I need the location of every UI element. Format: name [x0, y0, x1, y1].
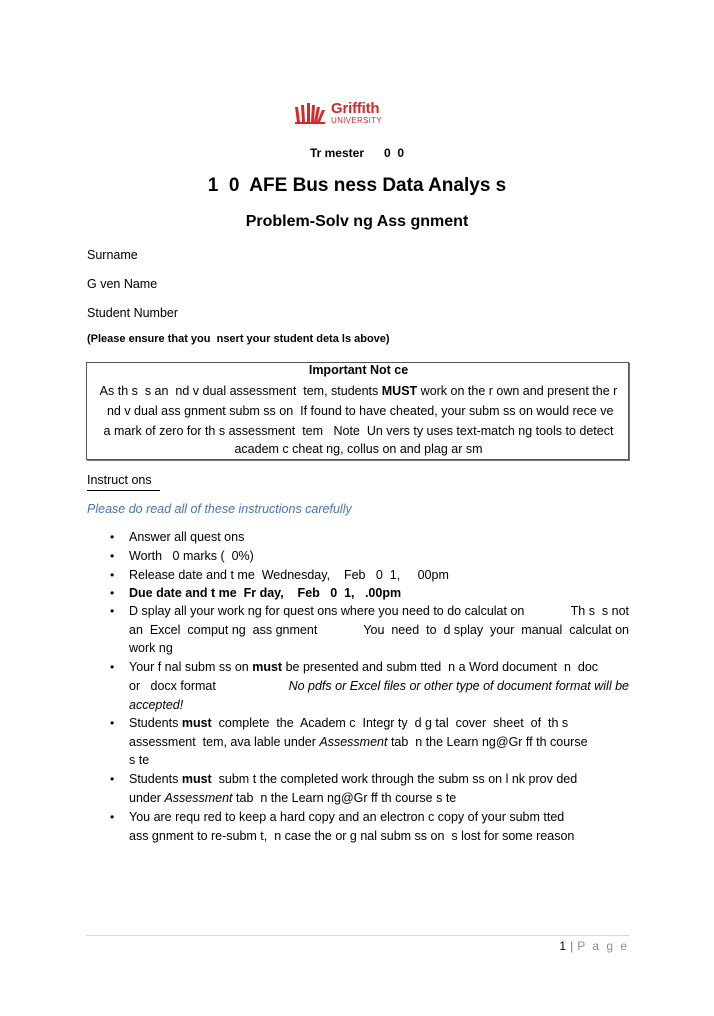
bullet-icon: •: [110, 660, 115, 674]
list-item-text: or docx format: [129, 679, 216, 693]
list-item-italic: No pdfs or Excel files or other type of document format will be: [288, 679, 629, 693]
student-number-label: Student Number: [87, 306, 179, 320]
list-item-continuation: work ng: [129, 641, 173, 655]
footer-rule: [86, 935, 629, 936]
list-item-text: Students: [129, 772, 182, 786]
notice-line-1-post: work on the r own and present the r: [417, 384, 618, 398]
list-item-text: complete the Academ c Integr ty d g tal cover sheet of th s: [211, 716, 569, 730]
footer-separator: |: [570, 939, 574, 953]
assignment-subtitle: Problem-Solv ng Ass gnment: [245, 213, 469, 230]
griffith-logo: [294, 99, 424, 127]
list-item: [129, 660, 598, 674]
list-item-text: Students: [129, 716, 182, 730]
list-item: Due date and t me Fr day, Feb 0 1, .00pm: [129, 586, 402, 600]
notice-line-3: a mark of zero for th s assessment tem Note Un vers ty uses text-match ng tools to detect: [103, 424, 614, 438]
list-item-continuation: s te: [129, 753, 150, 767]
list-item-text: an Excel comput ng ass gnment: [129, 623, 318, 637]
list-item-text: assessment tem, ava lable under: [129, 735, 320, 749]
list-item-continuation: accepted!: [129, 698, 184, 712]
list-item: [129, 716, 568, 730]
list-item-italic: Assessment: [319, 735, 388, 749]
important-notice-box: [86, 362, 629, 460]
list-item: Release date and t me Wednesday, Feb 0 1, 00pm: [129, 568, 449, 582]
list-item: Answer all quest ons: [129, 530, 245, 544]
list-item-continuation: ass gnment to re-subm t, n case the or g nal subm ss on s lost for some reason: [129, 829, 575, 843]
list-item-continuation: [129, 679, 629, 693]
notice-line-4: academ c cheat ng, collus on and plag ar sm: [234, 442, 483, 456]
list-item-continuation: [129, 623, 629, 637]
list-item: You are requ red to keep a hard copy and an electron c copy of your subm tted: [129, 810, 565, 824]
list-item-text: tab n the Learn ng@Gr ff th course s te: [232, 791, 457, 805]
list-item-text: D splay all your work ng for quest ons where you need to do calculat on: [129, 604, 525, 618]
list-item-text: under: [129, 791, 165, 805]
bullet-icon: •: [110, 530, 115, 544]
instructions-underline: [87, 490, 160, 491]
page-number: 1: [559, 939, 567, 953]
list-item-text: subm t the completed work through the subm ss on l nk prov ded: [211, 772, 578, 786]
ensure-details-note: (Please ensure that you nsert your student deta ls above): [87, 333, 390, 345]
list-item: [129, 604, 629, 618]
notice-must: MUST: [381, 384, 418, 398]
instructions-note: Please do read all of these instructions carefully: [87, 502, 352, 516]
trimester-line: Tr mester 0 0: [309, 146, 405, 160]
bullet-icon: •: [110, 549, 115, 563]
page-label: P a g e: [577, 939, 629, 953]
bullet-icon: •: [110, 810, 115, 824]
given-name-label: G ven Name: [87, 277, 158, 291]
bullet-icon: •: [110, 772, 115, 786]
list-item-bold: must: [252, 660, 283, 674]
course-title: 1 0 AFE Bus ness Data Analys s: [207, 175, 507, 196]
surname-label: Surname: [87, 248, 138, 262]
list-item-text: Th s s not: [570, 604, 629, 618]
logo-subtitle: UNIVERSITY: [331, 116, 383, 125]
page-footer: [559, 939, 629, 953]
griffith-flame-icon: [294, 102, 328, 124]
bullet-icon: •: [110, 716, 115, 730]
notice-line-1: [87, 384, 630, 398]
list-item-text: be presented and subm tted n a Word document n doc: [282, 660, 599, 674]
bullet-icon: •: [110, 568, 115, 582]
notice-title: Important Not ce: [308, 363, 409, 377]
list-item-italic: Assessment: [164, 791, 233, 805]
logo-name: Griffith: [331, 100, 380, 117]
list-item-bold: must: [181, 772, 212, 786]
list-item-continuation: [129, 735, 588, 749]
bullet-icon: •: [110, 604, 115, 618]
list-item-bold: must: [181, 716, 212, 730]
list-item-text: tab n the Learn ng@Gr ff th course: [387, 735, 588, 749]
bullet-icon: •: [110, 586, 115, 600]
list-item-text: You need to d splay your manual calculat on: [363, 623, 629, 637]
notice-line-2: nd v dual ass gnment subm ss on If found to have cheated, your subm ss on would rece ve: [103, 404, 614, 418]
list-item-continuation: [129, 791, 456, 805]
list-item-text: Your f nal subm ss on: [129, 660, 253, 674]
list-item: Worth 0 marks ( 0%): [129, 549, 254, 563]
list-item: [129, 772, 577, 786]
notice-line-1-pre: As th s s an nd v dual assessment tem, students: [99, 384, 382, 398]
instructions-heading: Instruct ons: [87, 473, 152, 487]
